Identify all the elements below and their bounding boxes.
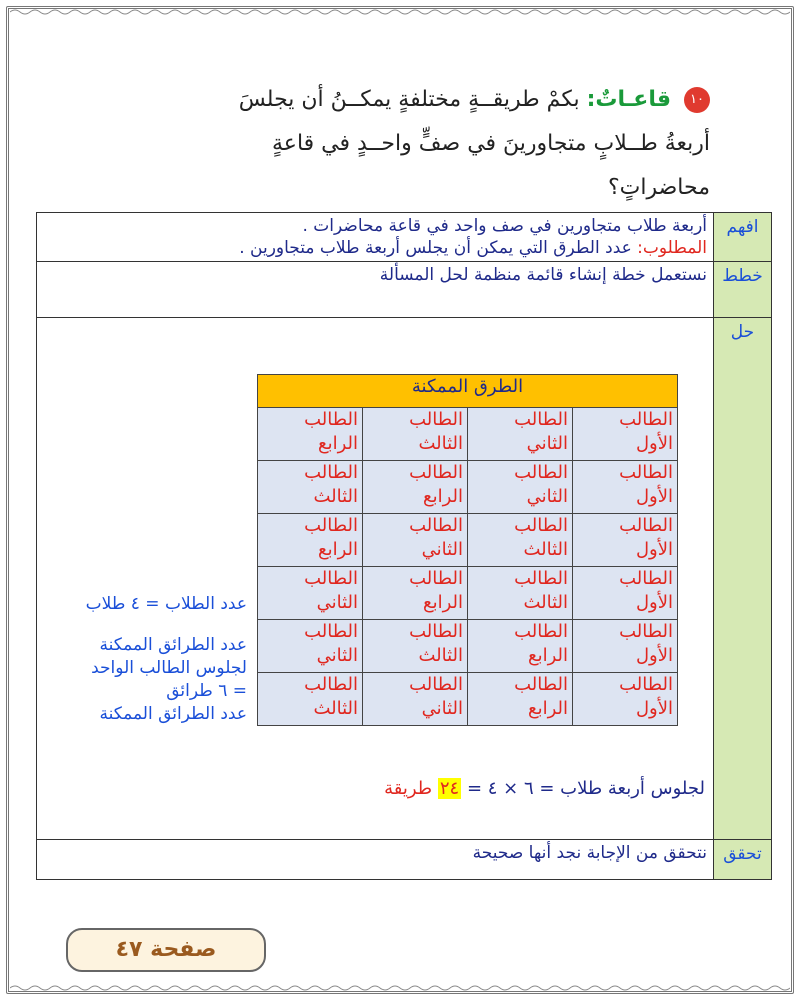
ways-cell: الطالب الثاني (363, 673, 468, 726)
ways-total-note-line-1: عدد الطرائق الممكنة (99, 704, 247, 724)
top-wavy-border (10, 8, 790, 16)
question-text (190, 78, 710, 210)
ways-cell: الطالب الأول (573, 514, 678, 567)
ways-cell: الطالب الرابع (363, 567, 468, 620)
ways-cell: الطالب الأول (573, 408, 678, 461)
ways-cell: الطالب الثاني (363, 514, 468, 567)
plan-label: خطط (714, 262, 772, 318)
question-topic: قاعـاتٌ: (586, 87, 671, 112)
possible-ways-header: الطرق الممكنة (258, 375, 678, 408)
question-line-3: محاضراتٍ؟ (607, 175, 710, 200)
ways-one-note-line-1: عدد الطرائق الممكنة (99, 635, 247, 655)
ways-cell: الطالب الرابع (468, 673, 573, 726)
ways-cell: الطالب الثاني (258, 620, 363, 673)
ways-cell: الطالب الرابع (363, 461, 468, 514)
ways-row (258, 408, 678, 461)
formula-text: لجلوس أربعة طلاب = ٦ × ٤ = (466, 778, 705, 799)
ways-row (258, 461, 678, 514)
question-line-1 (190, 78, 710, 122)
understand-label: افهم (714, 213, 772, 262)
students-count-note: عدد الطلاب = ٤ طلاب (85, 594, 247, 614)
ways-cell: الطالب الثالث (468, 514, 573, 567)
page-number-badge: صفحة ٤٧ (66, 928, 266, 972)
possible-ways-table (257, 374, 678, 726)
ways-cell: الطالب الأول (573, 673, 678, 726)
plan-content: نستعمل خطة إنشاء قائمة منظمة لحل المسألة (37, 262, 714, 318)
ways-cell: الطالب الثالث (363, 620, 468, 673)
ways-cell: الطالب الثاني (258, 567, 363, 620)
ways-cell: الطالب الثالث (258, 673, 363, 726)
ways-cell: الطالب الرابع (258, 514, 363, 567)
formula-unit: طريقة (384, 778, 433, 799)
side-notes (47, 593, 247, 726)
solve-label: حل (714, 318, 772, 840)
ways-cell: الطالب الثالث (363, 408, 468, 461)
ways-row (258, 567, 678, 620)
ways-cell: الطالب الثالث (258, 461, 363, 514)
understand-content (37, 213, 714, 262)
ways-row (258, 673, 678, 726)
understand-required (43, 237, 707, 259)
check-row (37, 840, 772, 880)
required-text: عدد الطرق التي يمكن أن يجلس أربعة طلاب متجاورين . (239, 238, 632, 258)
ways-one-note-line-3: = ٦ طرائق (166, 681, 247, 701)
question-line-2: أربعةُ طــلابٍ متجاورينَ في صفٍّ واحــدٍ في قاعةٍ (272, 131, 710, 156)
ways-row (258, 514, 678, 567)
check-label: تحقق (714, 840, 772, 880)
ways-cell: الطالب الثالث (468, 567, 573, 620)
ways-cell: الطالب الثاني (468, 408, 573, 461)
ways-cell: الطالب الأول (573, 461, 678, 514)
ways-cell: الطالب الأول (573, 567, 678, 620)
question-line-1-text: بكمْ طريقــةٍ مختلفةٍ يمكــنُ أن يجلسَ (238, 87, 580, 112)
bottom-wavy-border (10, 984, 790, 992)
ways-row (258, 620, 678, 673)
solve-row (37, 318, 772, 840)
ways-cell: الطالب الرابع (258, 408, 363, 461)
solution-steps-table (36, 212, 772, 880)
final-formula (384, 778, 705, 800)
formula-result: ٢٤ (439, 778, 460, 799)
understand-row (37, 213, 772, 262)
check-content: نتحقق من الإجابة نجد أنها صحيحة (37, 840, 714, 880)
solve-content (37, 318, 714, 840)
question-number-badge: ١٠ (684, 87, 710, 113)
understand-given: أربعة طلاب متجاورين في صف واحد في قاعة محاضرات . (302, 216, 707, 236)
ways-cell: الطالب الرابع (468, 620, 573, 673)
ways-cell: الطالب الثاني (468, 461, 573, 514)
plan-row (37, 262, 772, 318)
ways-cell: الطالب الأول (573, 620, 678, 673)
required-label: المطلوب: (637, 238, 707, 258)
ways-one-note-line-2: لجلوس الطالب الواحد (91, 658, 247, 678)
